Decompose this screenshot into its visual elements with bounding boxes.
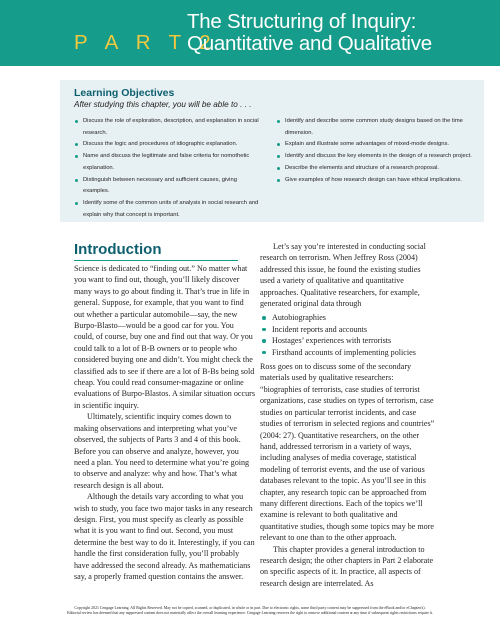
part-title-line-2: Quantitative and Qualitative: [187, 32, 432, 55]
objective-item: Discuss the logic and procedures of idiographic explanation.: [74, 139, 260, 151]
data-sources-list: [260, 312, 435, 358]
part-label: P A R T 2: [74, 31, 218, 54]
objective-item: Describe the elements and structure of a research proposal.: [276, 163, 476, 175]
objective-item: Give examples of how research design can have ethical implications.: [276, 175, 476, 187]
body-paragraph: Ultimately, scientific inquiry comes down to making observations and interpreting what you’ve observed, the subjects of Parts 3 and 4 of this book. Before you can observe and analyze, however, you need a plan. You need to determine what you’re going to observe and analyze: why and how. That’s what research design is all about.: [74, 412, 250, 490]
learning-objectives-subheading: After studying this chapter, you will be able to . . .: [74, 100, 252, 109]
body-paragraph: Ross goes on to discuss some of the secondary materials used by qualitative researchers: “biographies of terrorists, case studies of terrorist organizations, case studies on types of terrorism, case studies on particular terrorist incidents, and case studies of terrorism in selected regions and countries” (2004: 27). Quantitative researchers, on the other hand, addressed terrorism in a variety of ways, including analyses of media coverage, statistical modeling of terrorist events, and the use of various databases relevant to the topic. As you’ll see in this chapter, any research topic can be approached from many different directions. Each of the topics we’ll examine is relevant to both qualitative and quantitative studies, though some topics may be more relevant to one than to the other approach.: [260, 362, 435, 543]
body-column-left: [74, 263, 255, 582]
objectives-list-left: [74, 116, 260, 221]
objective-item: Identify some of the common units of analysis in social research and explain why that concept is important.: [74, 198, 260, 221]
learning-objectives-heading: Learning Objectives: [74, 87, 175, 99]
introduction-heading: Introduction: [74, 241, 162, 258]
body-paragraph: Let’s say you’re interested in conducting social research on terrorism. When Jeffrey Ross (2004) addressed this issue, he found the existing studies used a variety of qualitative and quantitative approaches. Qualitative researchers, for example, generated original data through: [260, 242, 426, 309]
copyright-line: Editorial review has deemed that any suppressed content does not materially affect the overall learning experience. Cengage Learning reserves the right to remove additional content at any time if subsequent rights restrictions require it.: [67, 611, 433, 615]
copyright-line: Copyright 2021 Cengage Learning. All Rights Reserved. May not be copied, scanned, or duplicated, in whole or in part. Due to electronic rights, some third party content may be suppressed from the eBook and/or eChapter(s).: [74, 606, 426, 610]
body-paragraph: This chapter provides a general introduction to research design; the other chapters in Part 2 elaborate on specific aspects of it. In practice, all aspects of research design are interrelated. As: [260, 544, 434, 588]
list-item: Autobiographies: [260, 312, 435, 323]
heading-rule: [74, 260, 238, 261]
objective-item: Explain and illustrate some advantages of mixed-mode designs.: [276, 139, 476, 151]
list-item: Hostages’ experiences with terrorists: [260, 335, 435, 346]
objective-item: Discuss the role of exploration, description, and explanation in social research.: [74, 116, 260, 139]
list-item: Firsthand accounts of implementing policies: [260, 347, 435, 358]
objective-item: Distinguish between necessary and sufficient causes, giving examples.: [74, 175, 260, 198]
copyright-notice: [0, 606, 500, 616]
objectives-list-right: [276, 116, 476, 186]
objective-item: Identify and describe some common study designs based on the time dimension.: [276, 116, 476, 139]
body-paragraph: Science is dedicated to “finding out.” No matter what you want to find out, though, you’ll likely discover many ways to go about finding it. That’s true in life in general. Suppose, for example, that you want to find out whether a particular automobile—say, the new Burpo-Blasto—would be a good car for you. You could, of course, buy one and find out that way. Or you could talk to a lot of B-B owners or to people who considered buying one and didn’t. You might check the classified ads to see if there are a lot of B-Bs being sold cheap. You could read consumer-magazine or online evaluations of Burpo-Blastos. A similar situation occurs in scientific inquiry.: [74, 264, 255, 410]
objective-item: Identify and discuss the key elements in the design of a research project.: [276, 151, 476, 163]
list-item: Incident reports and accounts: [260, 324, 435, 335]
objective-item: Name and discuss the legitimate and false criteria for nomothetic explanation.: [74, 151, 260, 174]
part-title-line-1: The Structuring of Inquiry:: [187, 10, 417, 33]
body-paragraph: Although the details vary according to what you wish to study, you face two major tasks in any research design. First, you must specify as clearly as possible what it is you want to find out. Second, you must determine the best way to do it. Interestingly, if you can handle the first consideration fully, you’ll probably have addressed the second already. As mathematicians say, a properly framed question contains the answer.: [74, 492, 255, 581]
body-column-right: [260, 241, 435, 589]
